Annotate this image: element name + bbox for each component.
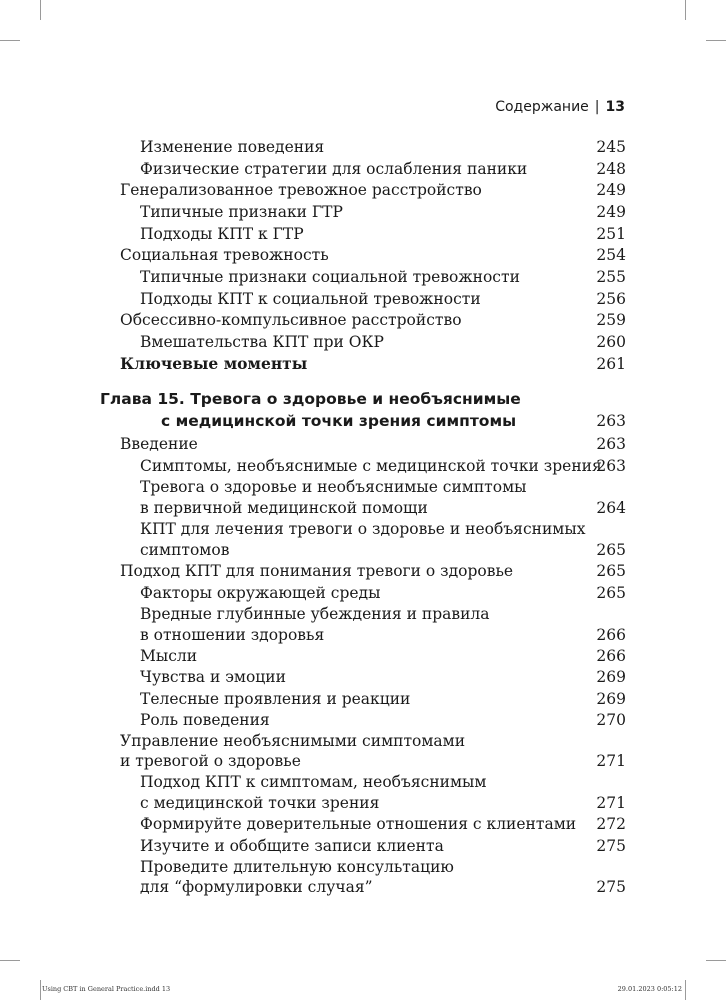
- toc-entry-text: Тревога о здоровье и необъяснимые симптомы: [140, 478, 527, 496]
- toc-entry-text: Мысли: [140, 647, 198, 665]
- toc-entry-text: Управление необъяснимыми симптомами: [120, 732, 466, 750]
- toc-entry-text: Телесные проявления и реакции: [140, 690, 411, 708]
- toc-entry-text: Подходы КПТ к социальной тревожности: [140, 290, 481, 308]
- toc-entry-text: для “формулировки случая”: [140, 878, 373, 896]
- crop-mark: [706, 960, 726, 961]
- toc-entry-page: 248: [596, 160, 626, 178]
- toc-entry-page: 261: [596, 355, 626, 373]
- header-separator: |: [594, 99, 600, 115]
- crop-mark: [685, 0, 686, 20]
- toc-entry-text: Ключевые моменты: [120, 354, 308, 373]
- toc-entry-text: Генерализованное тревожное расстройство: [120, 181, 482, 199]
- toc-entry-text: с медицинской точки зрения: [140, 794, 380, 812]
- crop-mark: [40, 0, 41, 20]
- toc-entry-page: 254: [596, 246, 626, 264]
- toc-entry-text: Вредные глубинные убеждения и правила: [140, 605, 490, 623]
- toc-entry-text: Обсессивно-компульсивное расстройство: [120, 311, 462, 329]
- crop-mark: [0, 960, 20, 961]
- toc-entry-text: Типичные признаки ГТР: [140, 203, 343, 221]
- print-slug-timestamp: 29.01.2023 0:05:12: [617, 985, 682, 993]
- toc-entry-page: 265: [596, 562, 626, 580]
- toc-entry-page: 256: [596, 290, 626, 308]
- crop-mark: [685, 980, 686, 1000]
- toc-entry-text: Подход КПТ к симптомам, необъяснимым: [140, 773, 487, 791]
- toc-entry-text: Симптомы, необъяснимые с медицинской точки зрения: [140, 457, 602, 475]
- toc-entry-text: в первичной медицинской помощи: [140, 499, 428, 517]
- toc-entry-text: КПТ для лечения тревоги о здоровье и необъяснимых: [140, 520, 586, 538]
- toc-entry-page: 259: [596, 311, 626, 329]
- toc-entry-page: 251: [596, 225, 626, 243]
- toc-entry-page: 265: [596, 584, 626, 602]
- toc-entry-page: 264: [596, 499, 626, 517]
- toc-entry-text: Изменение поведения: [140, 138, 325, 156]
- toc-entry-text: Введение: [120, 435, 198, 453]
- toc-entry-text: Типичные признаки социальной тревожности: [140, 268, 520, 286]
- print-slug-file: Using CBT in General Practice.indd 13: [42, 985, 171, 993]
- crop-mark: [40, 980, 41, 1000]
- toc-entry-text: Факторы окружающей среды: [140, 584, 381, 602]
- toc-entry-page: 270: [596, 711, 626, 729]
- toc-entry-page: 245: [596, 138, 626, 156]
- toc-entry-page: 249: [596, 181, 626, 199]
- toc-entry-page: 260: [596, 333, 626, 351]
- header-page-number: 13: [605, 99, 625, 115]
- toc-entry-text: в отношении здоровья: [140, 626, 325, 644]
- toc-entry-text: Подход КПТ для понимания тревоги о здоровье: [120, 562, 514, 580]
- crop-mark: [706, 40, 726, 41]
- toc-entry-text: Чувства и эмоции: [140, 668, 286, 686]
- toc-entry-page: 249: [596, 203, 626, 221]
- toc-entry-page: 271: [596, 794, 626, 812]
- toc-entry-text: Формируйте доверительные отношения с клиентами: [140, 815, 577, 833]
- toc-entry-page: 271: [596, 752, 626, 770]
- toc-entry-text: Подходы КПТ к ГТР: [140, 225, 304, 243]
- toc-entry-text: Вмешательства КПТ при ОКР: [140, 333, 384, 351]
- toc-entry-page: 263: [596, 412, 626, 430]
- toc-entry-page: 275: [596, 878, 626, 896]
- toc-entry-text: Роль поведения: [140, 711, 270, 729]
- toc-entry-page: 269: [596, 668, 626, 686]
- toc-entry-text: Социальная тревожность: [120, 246, 329, 264]
- toc-entry-text: Изучите и обобщите записи клиента: [140, 837, 444, 855]
- toc-entry-text: и тревогой о здоровье: [120, 752, 301, 770]
- toc-entry-text: Проведите длительную консультацию: [140, 858, 454, 876]
- toc-entry-page: 266: [596, 626, 626, 644]
- toc-entry-page: 266: [596, 647, 626, 665]
- toc-entry-page: 275: [596, 837, 626, 855]
- toc-entry-page: 263: [596, 435, 626, 453]
- chapter-heading: Глава 15. Тревога о здоровье и необъяснимые: [100, 390, 521, 408]
- toc-entry-page: 263: [596, 457, 626, 475]
- header-section: Содержание: [495, 99, 589, 115]
- toc-entry-text: Физические стратегии для ослабления паники: [140, 160, 528, 178]
- toc-entry-page: 269: [596, 690, 626, 708]
- running-header: [495, 99, 625, 115]
- toc-entry-page: 272: [596, 815, 626, 833]
- toc-entry-page: 265: [596, 541, 626, 559]
- crop-mark: [0, 40, 20, 41]
- toc-entry-text: симптомов: [140, 541, 230, 559]
- chapter-heading: с медицинской точки зрения симптомы: [161, 412, 517, 430]
- toc-entry-page: 255: [596, 268, 626, 286]
